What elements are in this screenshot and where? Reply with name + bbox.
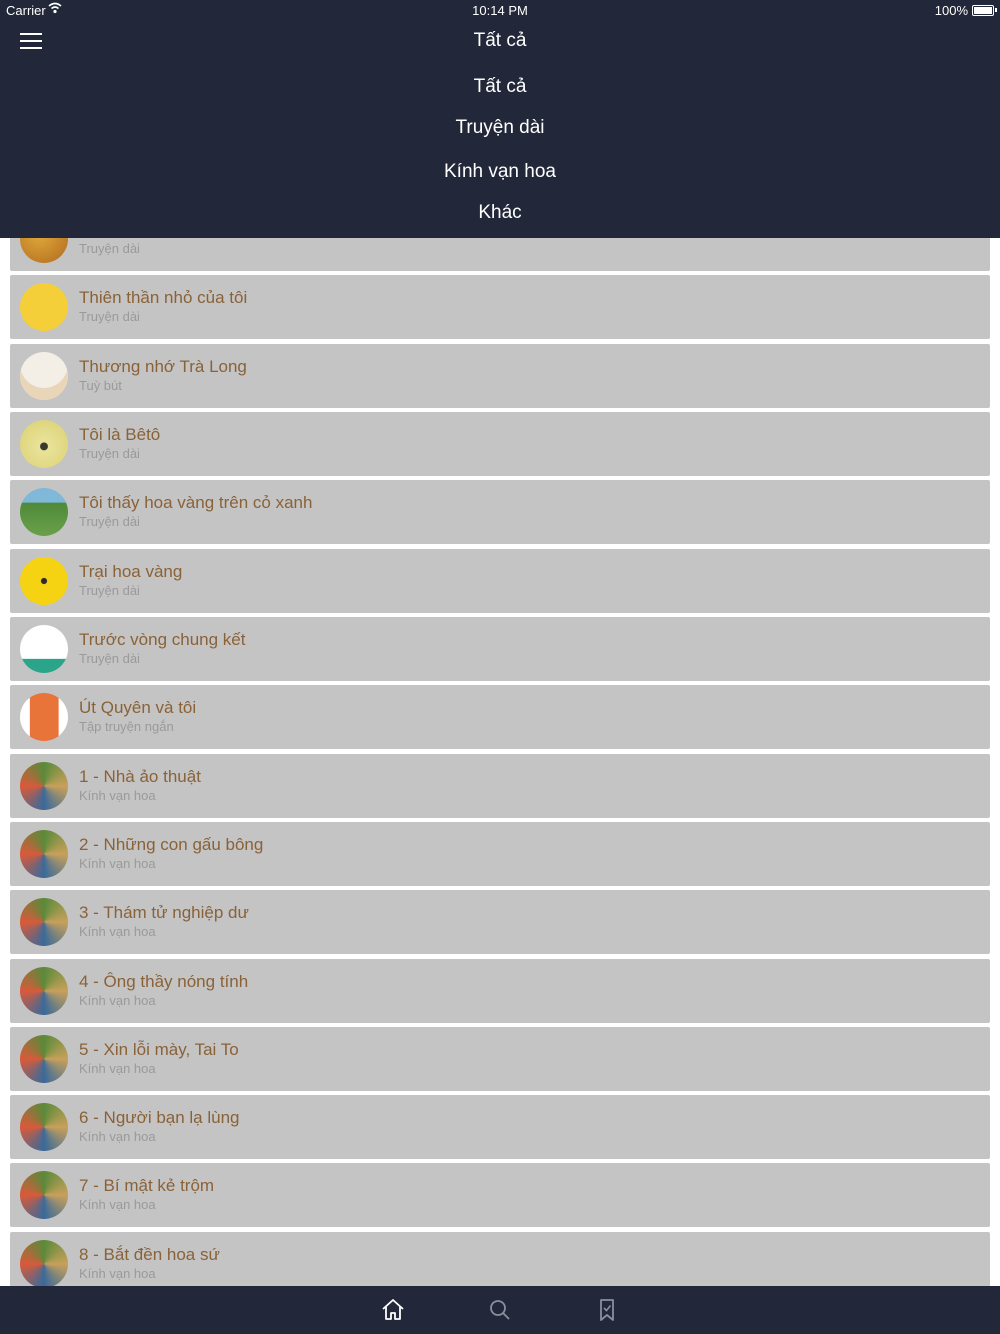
book-title: 7 - Bí mật kẻ trộm (79, 1176, 215, 1195)
dropdown-option-all[interactable]: Tất cả (473, 76, 527, 97)
list-item[interactable] (10, 275, 990, 339)
book-title: 5 - Xin lỗi mày, Tai To (79, 1040, 239, 1059)
book-category: Truyện dài (79, 241, 140, 256)
tab-bar (0, 1286, 1000, 1334)
book-cover (20, 283, 68, 331)
book-cover (20, 1035, 68, 1083)
list-item[interactable] (10, 480, 990, 544)
book-category: Kính vạn hoa (79, 788, 156, 803)
book-category: Kính vạn hoa (79, 1197, 156, 1212)
book-category: Tuỳ bút (79, 378, 122, 393)
book-category: Truyện dài (79, 583, 140, 598)
category-dropdown (0, 62, 1000, 238)
book-cover (20, 830, 68, 878)
battery-tip (995, 8, 997, 12)
book-category: Kính vạn hoa (79, 924, 156, 939)
book-title: 4 - Ông thầy nóng tính (79, 972, 249, 991)
list-item[interactable] (10, 412, 990, 476)
list-item[interactable] (10, 344, 990, 408)
book-cover (20, 1240, 68, 1286)
book-title: 6 - Người bạn lạ lùng (79, 1108, 240, 1127)
battery-percent: 100% (934, 3, 968, 18)
book-cover (20, 625, 68, 673)
list-item[interactable] (10, 1095, 990, 1159)
status-bar (0, 0, 1000, 22)
book-title: Trại hoa vàng (79, 562, 183, 581)
book-cover (20, 693, 68, 741)
dropdown-option-kinh-van-hoa[interactable]: Kính vạn hoa (444, 161, 556, 182)
nav-bar (0, 22, 1000, 62)
book-title: Trước vòng chung kết (79, 630, 246, 649)
book-title: Tôi thấy hoa vàng trên cỏ xanh (79, 493, 313, 512)
page-title[interactable]: Tất cả (473, 30, 527, 51)
list-item[interactable] (10, 549, 990, 613)
battery-icon (972, 5, 994, 16)
list-item[interactable] (10, 822, 990, 886)
list-item[interactable] (10, 754, 990, 818)
book-cover (20, 420, 68, 468)
list-item[interactable] (10, 1163, 990, 1227)
status-time: 10:14 PM (472, 3, 528, 18)
book-cover (20, 898, 68, 946)
search-icon[interactable] (486, 1296, 514, 1324)
book-list[interactable] (0, 200, 1000, 1286)
book-title: Thiên thần nhỏ của tôi (79, 288, 248, 307)
book-category: Kính vạn hoa (79, 856, 156, 871)
dropdown-option-other[interactable]: Khác (478, 202, 522, 223)
book-category: Kính vạn hoa (79, 1129, 156, 1144)
dropdown-option-long-stories[interactable]: Truyện dài (455, 117, 545, 138)
book-category: Kính vạn hoa (79, 1266, 156, 1281)
list-item[interactable] (10, 890, 990, 954)
book-cover (20, 967, 68, 1015)
list-item[interactable] (10, 1027, 990, 1091)
book-title: 8 - Bắt đền hoa sứ (79, 1245, 220, 1264)
book-title: 2 - Những con gấu bông (79, 835, 264, 854)
book-cover (20, 488, 68, 536)
book-category: Tập truyện ngắn (79, 719, 174, 734)
book-cover (20, 1103, 68, 1151)
book-category: Truyện dài (79, 514, 140, 529)
book-title: Tôi là Bêtô (79, 425, 161, 444)
book-title: Út Quyên và tôi (79, 698, 197, 717)
book-category: Kính vạn hoa (79, 1061, 156, 1076)
book-cover (20, 557, 68, 605)
book-title: 3 - Thám tử nghiệp dư (79, 903, 249, 922)
book-title: 1 - Nhà ảo thuật (79, 767, 201, 786)
book-cover (20, 762, 68, 810)
book-category: Kính vạn hoa (79, 993, 156, 1008)
book-cover (20, 1171, 68, 1219)
bookmark-icon[interactable] (593, 1296, 621, 1324)
carrier-label: Carrier (6, 3, 46, 18)
list-item[interactable] (10, 617, 990, 681)
list-item[interactable] (10, 685, 990, 749)
list-item[interactable] (10, 959, 990, 1023)
book-category: Truyện dài (79, 446, 140, 461)
book-category: Truyện dài (79, 651, 140, 666)
book-category: Truyện dài (79, 309, 140, 324)
home-icon[interactable] (379, 1296, 407, 1324)
book-cover (20, 352, 68, 400)
book-title: Thương nhớ Trà Long (79, 357, 247, 376)
list-item[interactable] (10, 1232, 990, 1286)
